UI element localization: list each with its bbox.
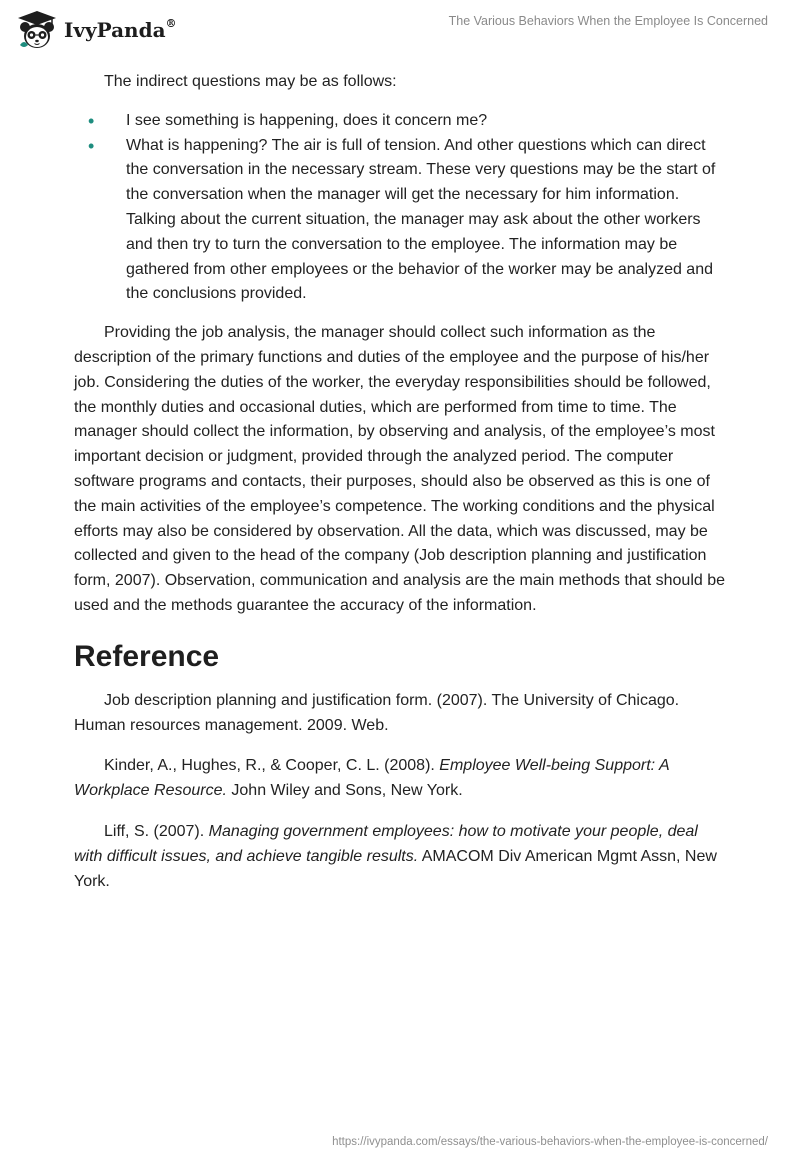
source-url[interactable]: https://ivypanda.com/essays/the-various-behaviors-when-the-employee-is-concerned/	[332, 1136, 768, 1148]
reference-publisher: AMACOM Div American Mgmt Assn, New York.	[74, 847, 717, 890]
reference-publisher: John Wiley and Sons, New York.	[226, 782, 463, 800]
list-item-text: What is happening? The air is full of tension. And other questions which can direct the conversation in the necessary stream. These very questions may be the start of the conversation when the manager will get the necessary for him information. Talking about the current situation, the manager may ask about the other workers and then try to turn the conversation to the employee. The information may be gathered from other employees or the behavior of the worker may be analyzed and the conclusions provided.	[126, 136, 716, 303]
intro-paragraph: The indirect questions may be as follows:	[104, 73, 397, 90]
reference-text: Job description planning and justification form. (2007). The University of Chicago. Human resources management. 2009. Web.	[74, 691, 680, 734]
registered-mark: ®	[165, 17, 177, 31]
reference-item	[74, 754, 726, 804]
bullet-dot-icon: •	[88, 110, 95, 131]
body-paragraph: Providing the job analysis, the manager should collect such information as the description of the primary functions and duties of the employee and the purpose of his/her job. Considering the duties of the worker, the everyday responsibilities should be followed, the monthly duties and occasional duties, which are performed from time to time. The manager should collect the information, by observing and analysis, of the employee’s most important decision or judgment, provided through the analyzed period. The computer software programs and contacts, their purposes, should also be observed as this is one of the main activities of the employee’s competence. The working conditions and the physical efforts may also be considered by observation. All the data, which was discussed, may be collected and given to the head of the company (Job description planning and justification form, 2007). Observation, communication and analysis are the main methods that should be used and the methods guarantee the accuracy of the information.	[74, 324, 726, 614]
list-item	[74, 134, 726, 308]
question-list	[74, 109, 726, 307]
brand-logo[interactable]	[16, 9, 177, 51]
list-item-text: I see something is happening, does it concern me?	[126, 111, 488, 129]
list-item	[74, 109, 726, 134]
brand-name	[64, 18, 177, 42]
reference-text: Liff, S. (2007).	[104, 822, 209, 840]
reference-item	[74, 820, 726, 894]
reference-heading: Reference	[74, 639, 220, 673]
page-header	[0, 0, 800, 60]
essay-content	[74, 70, 726, 910]
panda-graduate-icon	[16, 9, 58, 51]
reference-title: Managing government employees: how to motivate your people, deal with difficult issues, and achieve tangible results.	[74, 822, 698, 865]
reference-text: Kinder, A., Hughes, R., & Cooper, C. L. (2008).	[104, 757, 440, 775]
reference-title: Employee Well-being Support: A Workplace Resource.	[74, 757, 670, 800]
brand-name-text: IvyPanda	[64, 18, 166, 42]
bullet-dot-icon: •	[88, 135, 95, 156]
reference-item	[74, 689, 726, 739]
running-title: The Various Behaviors When the Employee Is Concerned	[448, 14, 768, 28]
